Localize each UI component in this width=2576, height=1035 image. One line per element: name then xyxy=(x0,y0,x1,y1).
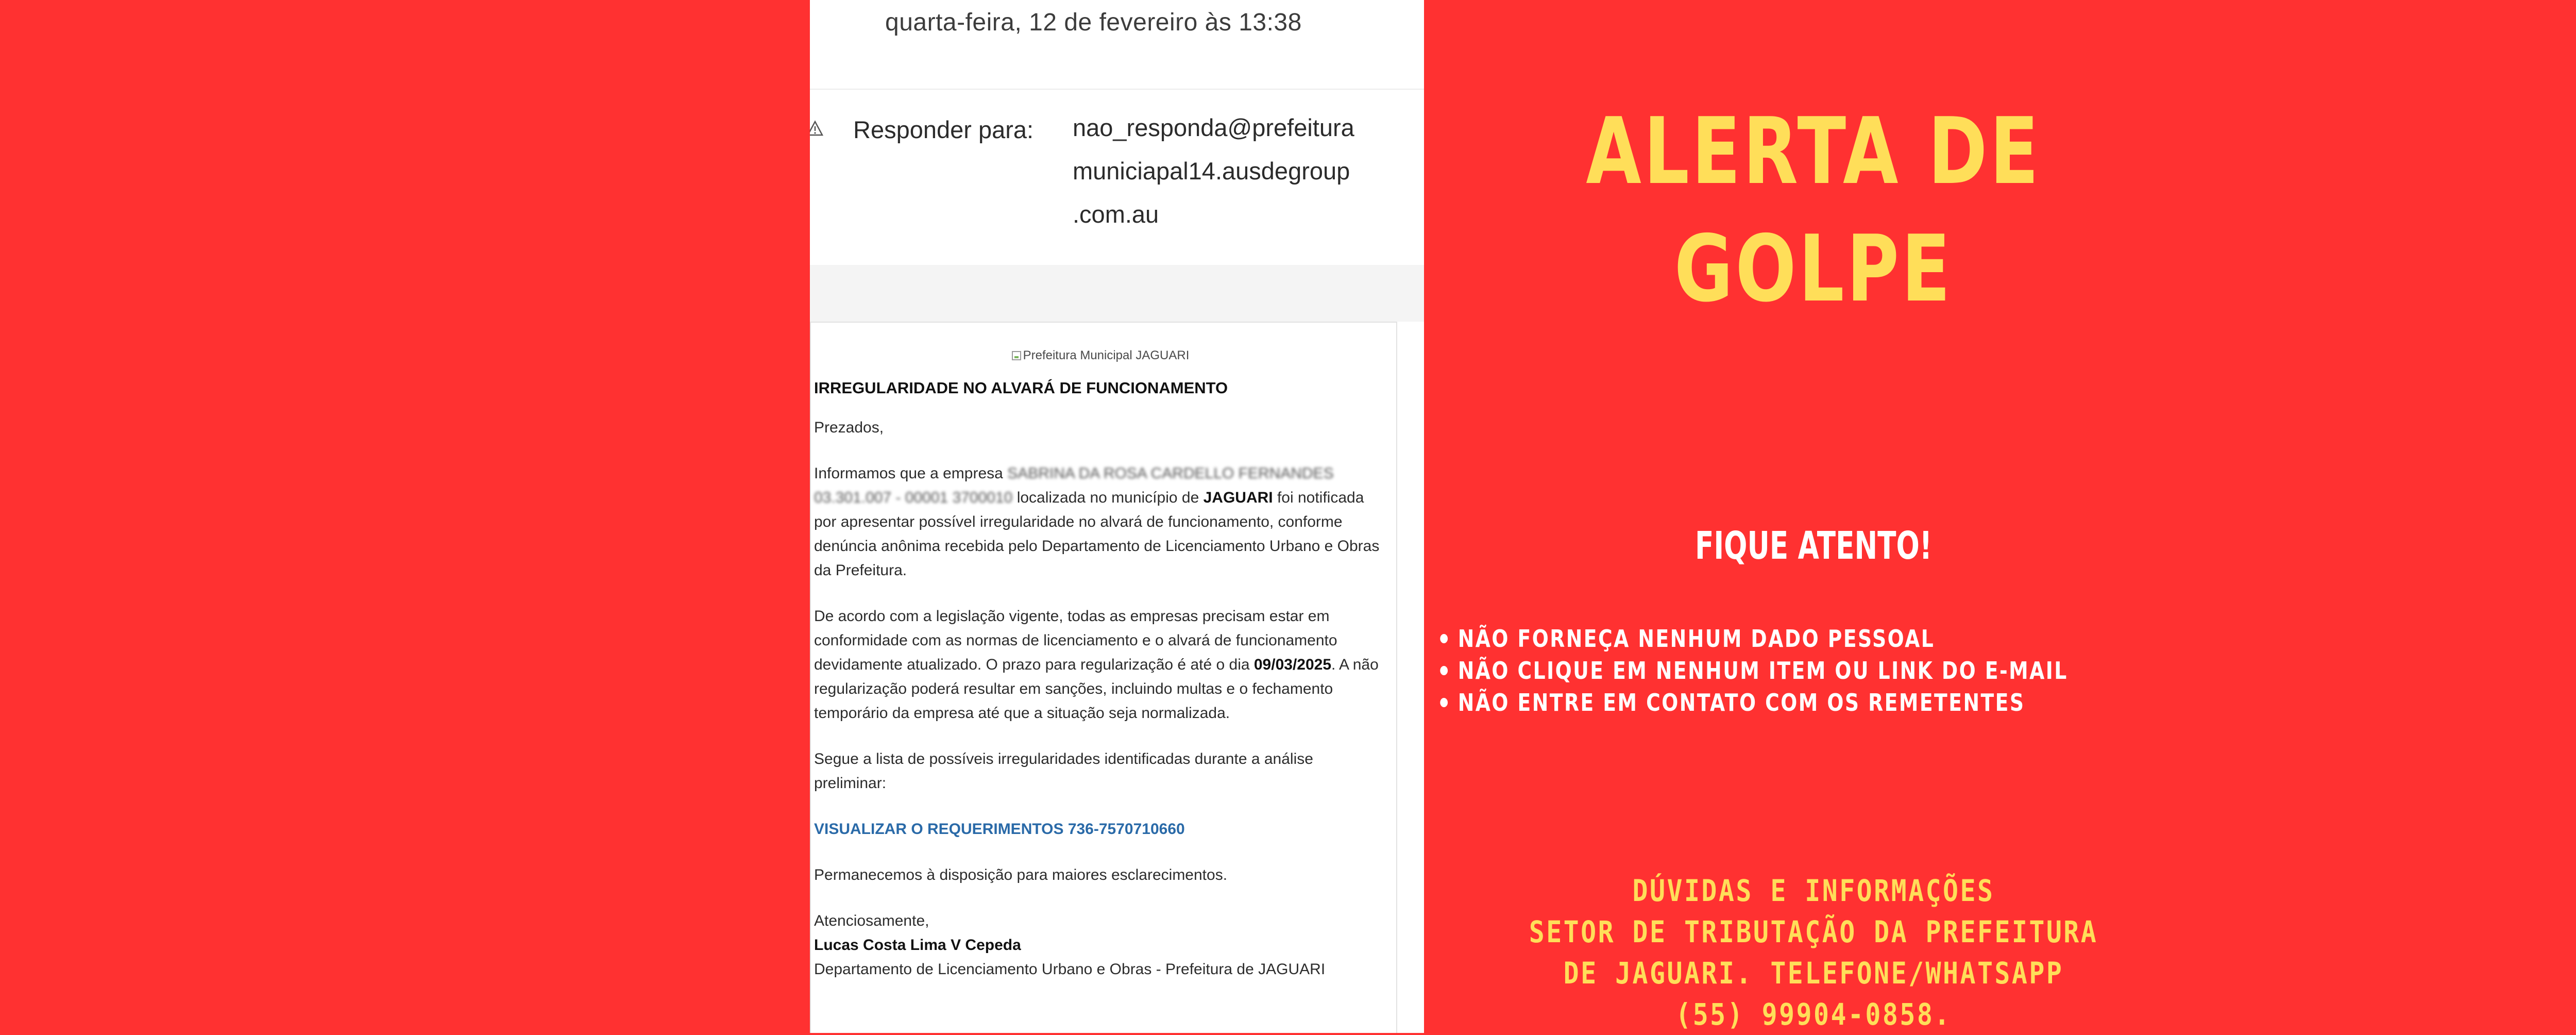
email-subject: IRREGULARIDADE NO ALVARÁ DE FUNCIONAMENTO xyxy=(814,379,1228,397)
tips-list xyxy=(1438,623,2206,719)
view-request-link[interactable]: VISUALIZAR O REQUERIMENTOS 736-7570710660 xyxy=(814,821,1185,838)
tip-item: NÃO FORNEÇA NENHUM DADO PESSOAL xyxy=(1438,623,2068,655)
closing: Atenciosamente, xyxy=(814,912,929,929)
email-header xyxy=(810,0,1424,89)
reply-to-label: Responder para: xyxy=(853,116,1034,143)
broken-image-icon xyxy=(1012,351,1021,360)
redacted-company-name: SABRINA DA ROSA CARDELLO FERNANDES xyxy=(1007,465,1334,482)
deadline-date: 09/03/2025 xyxy=(1253,656,1332,673)
separator-band xyxy=(810,265,1424,322)
alert-title: ALERTA DE GOLPE xyxy=(1586,98,2041,322)
paragraph-legislation xyxy=(814,604,1387,725)
email-body xyxy=(810,322,1397,1033)
signer-department: Departamento de Licenciamento Urbano e Obras - Prefeitura de JAGUARI xyxy=(814,961,1326,978)
contact-info: DÚVIDAS E INFORMAÇÕES SETOR DE TRIBUTAÇÃO DA PREFEITURA DE JAGUARI. TELEFONE/WHATSAPP (55) 99904-0858. xyxy=(1529,873,2098,1032)
logo-image xyxy=(814,343,1387,368)
paragraph-list-intro: Segue a lista de possíveis irregularidades identificadas durante a análise preliminar: xyxy=(814,750,1313,792)
paragraph-notice xyxy=(814,461,1387,582)
reply-to-address[interactable]: nao_responda@prefeitura municiapal14.ausdegroup .com.au xyxy=(1073,114,1354,228)
tip-item: NÃO CLIQUE EM NENHUM ITEM OU LINK DO E-MAIL xyxy=(1438,655,2068,687)
p1-text-b: localizada no município de xyxy=(1012,489,1204,506)
email-screenshot xyxy=(810,0,1424,1033)
paragraph-disposal: Permanecemos à disposição para maiores esclarecimentos. xyxy=(814,866,1228,883)
logo-alt-text: Prefeitura Municipal JAGUARI xyxy=(1023,348,1190,362)
signer-name: Lucas Costa Lima V Cepeda xyxy=(814,937,1021,954)
p2-text-a: De acordo com a legislação vigente, todas as empresas precisam estar em conformidade com as normas de licenciamento e o alvará de funcionamento devidamente atualizado. O prazo para regularização é até o dia xyxy=(814,608,1337,673)
p1-text-a: Informamos que a empresa xyxy=(814,465,1008,482)
email-date: quarta-feira, 12 de fevereiro às 13:38 xyxy=(885,9,1302,36)
attention-heading: FIQUE ATENTO! xyxy=(1694,524,1933,568)
p1-text-c: foi notificada por apresentar possível irregularidade no alvará de funcionamento, conforme denúncia anônima recebida pelo Departamento de Licenciamento Urbano e Obras da Prefeitura. xyxy=(814,489,1380,579)
city-name: JAGUARI xyxy=(1203,489,1273,506)
redacted-company-id: 03.301.007 - 00001 3700010 xyxy=(814,489,1013,506)
p2-text-b: . A não regularização poderá resultar em sanções, incluindo multas e o fechamento temporário da empresa até que a situação seja normalizada. xyxy=(814,656,1379,722)
reply-to-row xyxy=(810,90,1424,265)
tip-item: NÃO ENTRE EM CONTATO COM OS REMETENTES xyxy=(1438,687,2068,719)
greeting: Prezados, xyxy=(814,419,884,436)
warning-icon xyxy=(810,120,827,137)
